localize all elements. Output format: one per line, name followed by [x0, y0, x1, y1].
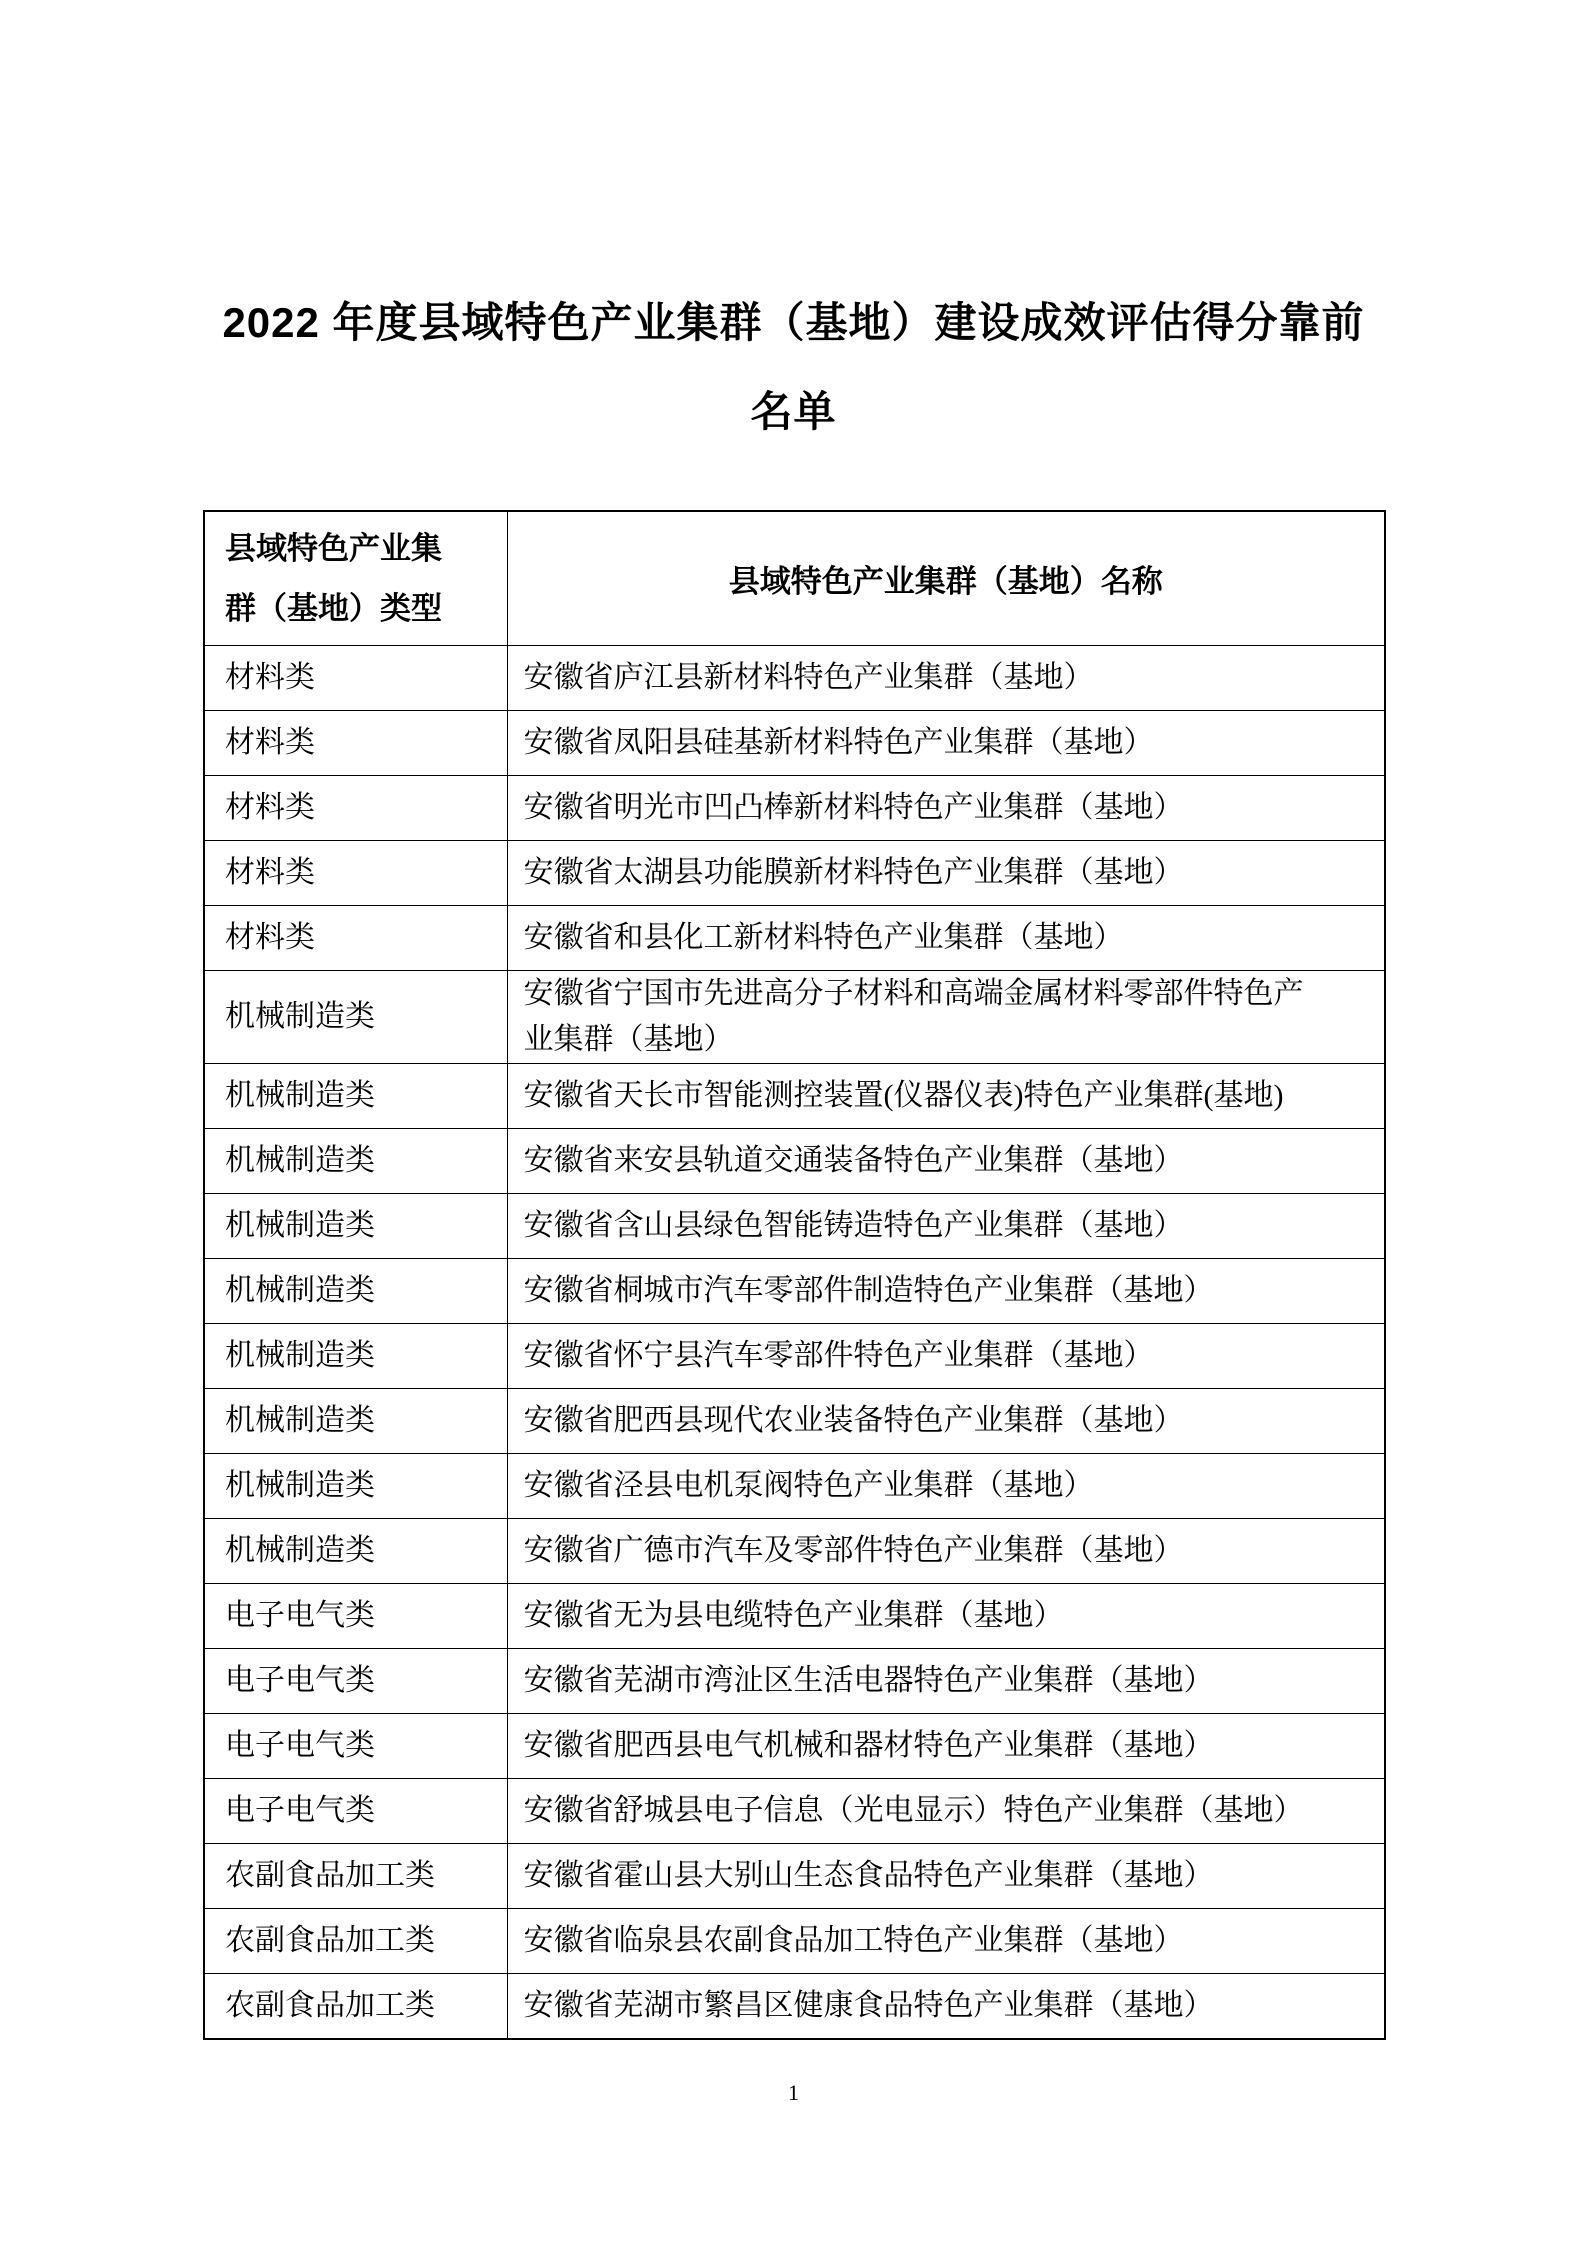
cell-cluster-type: 材料类	[204, 711, 507, 776]
cell-cluster-type: 机械制造类	[204, 1454, 507, 1519]
page-number: 1	[788, 2080, 799, 2105]
table-row	[204, 1519, 1385, 1584]
table-row	[204, 1844, 1385, 1909]
table-row	[204, 1324, 1385, 1389]
cell-cluster-type: 机械制造类	[204, 1324, 507, 1389]
table-row	[204, 711, 1385, 776]
table-row	[204, 646, 1385, 711]
cell-cluster-name: 安徽省霍山县大别山生态食品特色产业集群（基地）	[507, 1844, 1385, 1909]
cell-cluster-name: 安徽省芜湖市繁昌区健康食品特色产业集群（基地）	[507, 1974, 1385, 2040]
cell-cluster-name: 安徽省和县化工新材料特色产业集群（基地）	[507, 906, 1385, 971]
table-row	[204, 971, 1385, 1064]
cluster-table	[203, 510, 1386, 2040]
table-row	[204, 1779, 1385, 1844]
table-row	[204, 1389, 1385, 1454]
cell-cluster-name: 安徽省庐江县新材料特色产业集群（基地）	[507, 646, 1385, 711]
cell-cluster-type: 机械制造类	[204, 1064, 507, 1129]
cell-cluster-type: 农副食品加工类	[204, 1909, 507, 1974]
table-row	[204, 1454, 1385, 1519]
cell-cluster-type: 电子电气类	[204, 1584, 507, 1649]
table-row	[204, 1714, 1385, 1779]
cell-cluster-type: 电子电气类	[204, 1714, 507, 1779]
cell-cluster-name: 安徽省肥西县电气机械和器材特色产业集群（基地）	[507, 1714, 1385, 1779]
table-row	[204, 1064, 1385, 1129]
cell-cluster-name: 安徽省怀宁县汽车零部件特色产业集群（基地）	[507, 1324, 1385, 1389]
cell-cluster-type: 材料类	[204, 841, 507, 906]
cell-cluster-name: 安徽省肥西县现代农业装备特色产业集群（基地）	[507, 1389, 1385, 1454]
cell-cluster-type: 电子电气类	[204, 1649, 507, 1714]
cell-cluster-name: 安徽省宁国市先进高分子材料和高端金属材料零部件特色产业集群（基地）	[507, 971, 1385, 1064]
cell-cluster-type: 机械制造类	[204, 1194, 507, 1259]
cell-cluster-name: 安徽省广德市汽车及零部件特色产业集群（基地）	[507, 1519, 1385, 1584]
table-row	[204, 1584, 1385, 1649]
table-row	[204, 1649, 1385, 1714]
cell-cluster-name: 安徽省天长市智能测控装置(仪器仪表)特色产业集群(基地)	[507, 1064, 1385, 1129]
cell-cluster-type: 材料类	[204, 906, 507, 971]
table-row	[204, 906, 1385, 971]
cell-cluster-name: 安徽省明光市凹凸棒新材料特色产业集群（基地）	[507, 776, 1385, 841]
table-row	[204, 1974, 1385, 2040]
table-row	[204, 841, 1385, 906]
cell-cluster-type: 机械制造类	[204, 971, 507, 1064]
table-row	[204, 1194, 1385, 1259]
cell-cluster-type: 机械制造类	[204, 1129, 507, 1194]
cell-cluster-name: 安徽省芜湖市湾沚区生活电器特色产业集群（基地）	[507, 1649, 1385, 1714]
table-row	[204, 1259, 1385, 1324]
cell-cluster-name: 安徽省泾县电机泵阀特色产业集群（基地）	[507, 1454, 1385, 1519]
cell-cluster-name: 安徽省舒城县电子信息（光电显示）特色产业集群（基地）	[507, 1779, 1385, 1844]
column-header-name: 县域特色产业集群（基地）名称	[507, 511, 1385, 646]
cell-cluster-type: 机械制造类	[204, 1259, 507, 1324]
cell-cluster-name: 安徽省含山县绿色智能铸造特色产业集群（基地）	[507, 1194, 1385, 1259]
cell-cluster-type: 机械制造类	[204, 1519, 507, 1584]
cell-cluster-name: 安徽省无为县电缆特色产业集群（基地）	[507, 1584, 1385, 1649]
cell-cluster-type: 机械制造类	[204, 1389, 507, 1454]
page-title: 2022 年度县域特色产业集群（基地）建设成效评估得分靠前名单	[222, 299, 1365, 435]
cell-cluster-type: 农副食品加工类	[204, 1974, 507, 2040]
cell-cluster-name: 安徽省来安县轨道交通装备特色产业集群（基地）	[507, 1129, 1385, 1194]
table-row	[204, 1129, 1385, 1194]
cell-cluster-type: 材料类	[204, 646, 507, 711]
table-header-row	[204, 511, 1385, 646]
cell-cluster-type: 电子电气类	[204, 1779, 507, 1844]
column-header-type: 县域特色产业集群（基地）类型	[204, 511, 507, 646]
cell-cluster-name: 安徽省凤阳县硅基新材料特色产业集群（基地）	[507, 711, 1385, 776]
table-row	[204, 776, 1385, 841]
cell-cluster-type: 材料类	[204, 776, 507, 841]
table-row	[204, 1909, 1385, 1974]
cell-cluster-name: 安徽省临泉县农副食品加工特色产业集群（基地）	[507, 1909, 1385, 1974]
cell-cluster-type: 农副食品加工类	[204, 1844, 507, 1909]
cell-cluster-name: 安徽省太湖县功能膜新材料特色产业集群（基地）	[507, 841, 1385, 906]
cell-cluster-name: 安徽省桐城市汽车零部件制造特色产业集群（基地）	[507, 1259, 1385, 1324]
